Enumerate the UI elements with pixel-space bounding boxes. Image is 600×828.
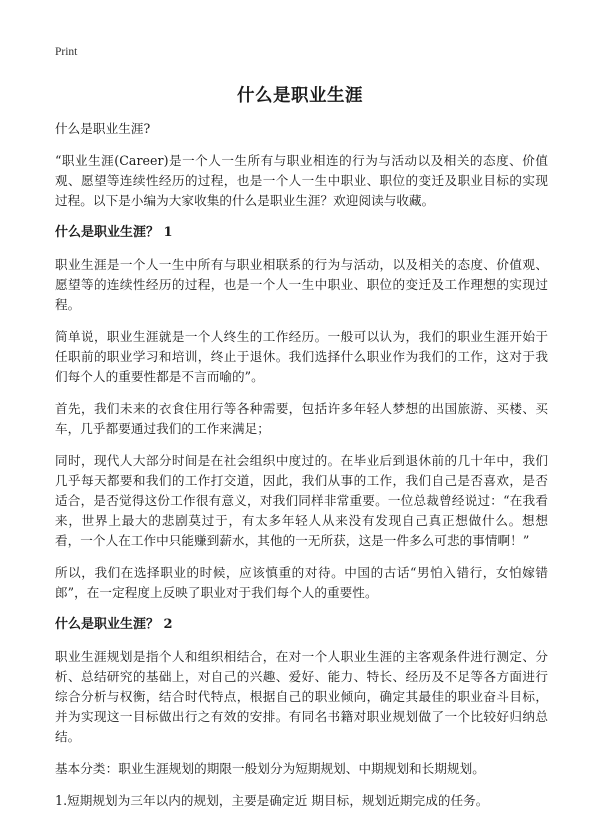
section-1-paragraph: 同时，现代人大部分时间是在社会组织中度过的。在毕业后到退休前的几十年中，我们几乎每天都要和我们的工作打交道，因此，我们从事的工作，我们自己是否喜欢，是否适合，是否觉得这份工作很有意义，对我们同样非常重要。一位总裁曾经说过：“在我看来，世界上最大的悲剧莫过于，有太多年轻人从来没有发现自己真正想做什么。想想看，一个人在工作中只能赚到薪水，其他的一无所获，这是一件多么可悲的事情啊！”: [55, 453, 548, 548]
section-1-paragraph: 所以，我们在选择职业的时候，应该慎重的对待。中国的古话“男怕入错行，女怕嫁错郎”，在一定程度上反映了职业对于我们每个人的重要性。: [55, 565, 548, 600]
section-1-heading: 什么是职业生涯？ 1: [55, 225, 173, 240]
section-2-heading: 什么是职业生涯？ 2: [55, 617, 173, 632]
question-line: 什么是职业生涯?: [55, 121, 151, 136]
section-1-paragraph: 首先，我们未来的衣食住用行等各种需要，包括许多年轻人梦想的出国旅游、买楼、买车，几乎都要通过我们的工作来满足；: [55, 401, 548, 436]
section-2-paragraph: 职业生涯规划是指个人和组织相结合，在对一个人职业生涯的主客观条件进行测定、分析、总结研究的基础上，对自己的兴趣、爱好、能力、特长、经历及不足等各方面进行综合分析与权衡，结合时代特点，根据自己的职业倾向，确定其最佳的职业奋斗目标，并为实现这一目标做出行之有效的安排。有同名书籍对职业规划做了一个比较好归纳总结。: [55, 649, 548, 744]
page-title: 什么是职业生涯: [237, 86, 363, 106]
section-1-paragraph: 职业生涯是一个人一生中所有与职业相联系的行为与活动，以及相关的态度、价值观、愿望等的连续性经历的过程，也是一个人一生中职业、职位的变迁及工作理想的实现过程。: [55, 257, 548, 312]
section-1-paragraph: 简单说，职业生涯就是一个人终生的工作经历。一般可以认为，我们的职业生涯开始于任职前的职业学习和培训，终止于退休。我们选择什么职业作为我们的工作，这对于我们每个人的重要性都是不言而喻的”。: [55, 329, 548, 384]
section-2-paragraph: 1.短期规划为三年以内的规划，主要是确定近 期目标，规划近期完成的任务。: [55, 793, 489, 808]
article-body: [55, 119, 548, 823]
section-2-paragraph: 基本分类：职业生涯规划的期限一般划分为短期规划、中期规划和长期规划。: [55, 761, 485, 776]
intro-paragraph: “职业生涯(Career)是一个人一生所有与职业相连的行为与活动以及相关的态度、价值观、愿望等连续性经历的过程，也是一个人一生中职业、职位的变迁及职业目标的实现过程。以下是小编为大家收集的什么是职业生涯？欢迎阅读与收藏。: [55, 153, 548, 208]
print-link[interactable]: Print: [55, 46, 78, 58]
